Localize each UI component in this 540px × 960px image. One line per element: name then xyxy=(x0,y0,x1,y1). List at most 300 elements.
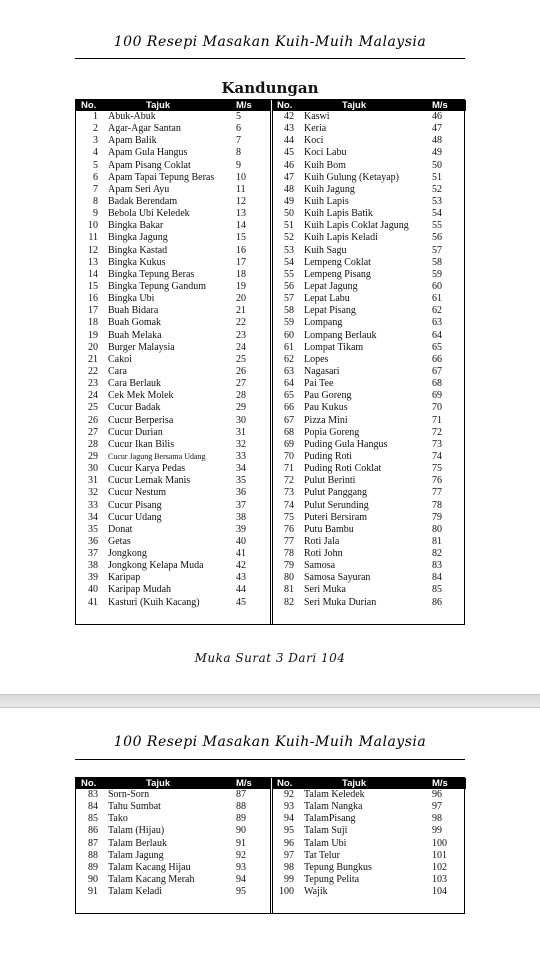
entry-number: 29 xyxy=(88,450,98,462)
entry-title: Sorn-Sorn xyxy=(108,789,150,800)
entry-page: 74 xyxy=(432,450,442,462)
table-row xyxy=(76,281,270,293)
entry-page: 46 xyxy=(432,111,442,122)
table-row xyxy=(76,548,270,560)
table-header xyxy=(76,100,270,111)
entry-number: 83 xyxy=(88,789,98,800)
entry-page: 87 xyxy=(236,789,246,800)
entry-title: Tako xyxy=(108,813,128,825)
header-title: Tajuk xyxy=(146,100,171,111)
entry-number: 33 xyxy=(88,499,98,511)
entry-title: Cucur Durian xyxy=(108,426,163,438)
entry-title: Kuih Lapis Coklat Jagung xyxy=(304,220,409,232)
entry-page: 67 xyxy=(432,365,442,377)
entry-number: 22 xyxy=(88,365,98,377)
entry-page: 96 xyxy=(432,789,442,800)
entry-title: Lopes xyxy=(304,353,329,365)
entry-title: Talam (Hijau) xyxy=(108,825,165,837)
entry-number: 44 xyxy=(284,135,294,147)
entry-number: 86 xyxy=(88,825,98,837)
entry-page: 49 xyxy=(432,147,442,159)
entry-number: 80 xyxy=(284,572,294,584)
entry-title: Jongkong xyxy=(108,548,147,560)
entry-title: Apam Balik xyxy=(108,135,157,147)
entry-number: 60 xyxy=(284,329,294,341)
entry-page: 20 xyxy=(236,293,246,305)
table-row xyxy=(76,850,270,862)
entry-title: Talam Kacang Hijau xyxy=(108,861,191,873)
table-row xyxy=(272,342,466,354)
table-row xyxy=(76,402,270,414)
entry-page: 47 xyxy=(432,123,442,135)
table-header xyxy=(272,778,466,789)
table-row xyxy=(76,789,270,801)
entry-page: 11 xyxy=(236,183,246,195)
table-row xyxy=(76,293,270,305)
entry-page: 36 xyxy=(236,487,246,499)
entry-number: 100 xyxy=(279,886,294,898)
entry-page: 69 xyxy=(432,390,442,402)
entry-page: 63 xyxy=(432,317,442,329)
entry-page: 89 xyxy=(236,813,246,825)
entry-number: 40 xyxy=(88,584,98,596)
entry-title: Kuih Gulung (Ketayap) xyxy=(304,171,399,183)
entry-number: 34 xyxy=(88,511,98,523)
entry-number: 58 xyxy=(284,305,294,317)
table-row xyxy=(76,584,270,596)
entry-title: Lepat Jagung xyxy=(304,280,358,292)
table-row xyxy=(76,597,270,609)
entry-number: 90 xyxy=(88,873,98,885)
entry-title: Samosa xyxy=(304,560,336,572)
entry-page: 81 xyxy=(432,535,442,547)
entry-number: 28 xyxy=(88,438,98,450)
table-row xyxy=(76,500,270,512)
entry-number: 81 xyxy=(284,584,294,596)
entry-number: 30 xyxy=(88,463,98,475)
table-row xyxy=(272,463,466,475)
entry-page: 71 xyxy=(432,414,442,426)
entry-page: 51 xyxy=(432,171,442,183)
entry-title: Cucur Nestum xyxy=(108,487,167,499)
entry-number: 68 xyxy=(284,426,294,438)
entry-number: 98 xyxy=(284,861,294,873)
table-row xyxy=(76,111,270,123)
contents-column-right xyxy=(272,100,466,624)
table-row xyxy=(76,572,270,584)
entry-number: 69 xyxy=(284,438,294,450)
header-no: No. xyxy=(277,100,293,111)
entry-title: Apam Pisang Coklat xyxy=(108,159,191,171)
entry-title: Pulut Panggang xyxy=(304,487,368,499)
entry-number: 48 xyxy=(284,183,294,195)
entry-number: 2 xyxy=(93,123,98,135)
entry-page: 28 xyxy=(236,390,246,402)
entry-page: 29 xyxy=(236,402,246,414)
entry-title: Lompat Tikam xyxy=(304,341,364,353)
entry-number: 72 xyxy=(284,475,294,487)
entry-number: 21 xyxy=(88,353,98,365)
entry-title: Apam Gula Hangus xyxy=(108,147,188,159)
header-title: Tajuk xyxy=(342,100,367,111)
entry-title: Talam Ubi xyxy=(304,837,347,849)
entry-page: 84 xyxy=(432,572,442,584)
table-row xyxy=(76,196,270,208)
entry-title: Pau Kukus xyxy=(304,402,348,414)
entry-page: 103 xyxy=(432,873,447,885)
entry-page: 73 xyxy=(432,438,442,450)
table-row xyxy=(76,172,270,184)
entry-number: 24 xyxy=(88,390,98,402)
table-row xyxy=(76,862,270,874)
entry-page: 86 xyxy=(432,596,442,608)
table-row xyxy=(272,232,466,244)
entry-number: 5 xyxy=(93,159,98,171)
entry-page: 19 xyxy=(236,280,246,292)
table-row xyxy=(272,208,466,220)
entry-page: 93 xyxy=(236,861,246,873)
entry-number: 31 xyxy=(88,475,98,487)
header-no: No. xyxy=(81,778,97,789)
table-row xyxy=(272,160,466,172)
entry-title: Lompang Berlauk xyxy=(304,329,377,341)
entry-title: Bingka Kukus xyxy=(108,256,166,268)
table-row xyxy=(76,801,270,813)
entry-title: Puteri Bersiram xyxy=(304,511,368,523)
entry-title: Lempeng Pisang xyxy=(304,268,371,280)
entry-number: 61 xyxy=(284,341,294,353)
entry-title: Lempeng Coklat xyxy=(304,256,371,268)
entry-page: 99 xyxy=(432,825,442,837)
entry-page: 48 xyxy=(432,135,442,147)
table-row xyxy=(272,825,466,837)
header-title: Tajuk xyxy=(342,778,367,789)
entry-page: 34 xyxy=(236,463,246,475)
entry-page: 80 xyxy=(432,523,442,535)
entry-title: Cucur Udang xyxy=(108,511,162,523)
entry-title: Apam Tapai Tepung Beras xyxy=(108,171,215,183)
table-row xyxy=(272,184,466,196)
entry-number: 43 xyxy=(284,123,294,135)
entry-page: 100 xyxy=(432,837,447,849)
table-row xyxy=(272,874,466,886)
entry-title: Talam Nangka xyxy=(304,801,363,813)
entry-number: 71 xyxy=(284,463,294,475)
table-row xyxy=(76,475,270,487)
entry-page: 56 xyxy=(432,232,442,244)
table-row xyxy=(272,886,466,898)
entry-number: 67 xyxy=(284,414,294,426)
entry-page: 88 xyxy=(236,801,246,813)
entry-number: 89 xyxy=(88,861,98,873)
entry-number: 82 xyxy=(284,596,294,608)
entry-title: Koci Labu xyxy=(304,147,347,159)
entry-number: 35 xyxy=(88,523,98,535)
table-row xyxy=(272,281,466,293)
entry-title: Tat Telur xyxy=(304,849,340,861)
entry-title: Pizza Mini xyxy=(304,414,348,426)
page-separator xyxy=(0,694,540,708)
document-page-4 xyxy=(0,708,540,960)
table-row xyxy=(76,220,270,232)
entry-number: 42 xyxy=(284,111,294,122)
table-row xyxy=(76,354,270,366)
entry-page: 44 xyxy=(236,584,246,596)
table-row xyxy=(76,439,270,451)
entry-title: Buah Bidara xyxy=(108,305,159,317)
entry-title: Roti Jala xyxy=(304,535,340,547)
entry-title: Kuih Jagung xyxy=(304,183,355,195)
table-row xyxy=(272,789,466,801)
entry-page: 77 xyxy=(432,487,442,499)
entry-title: Talam Berlauk xyxy=(108,837,167,849)
entry-title: TalamPisang xyxy=(304,813,356,825)
entry-number: 11 xyxy=(88,232,98,244)
entry-title: Puding Roti xyxy=(304,450,353,462)
entry-title: Getas xyxy=(108,535,131,547)
table-header xyxy=(272,100,466,111)
table-row xyxy=(272,427,466,439)
entry-title: Bebola Ubi Keledek xyxy=(108,208,190,220)
table-row xyxy=(272,560,466,572)
entry-number: 51 xyxy=(284,220,294,232)
entry-number: 16 xyxy=(88,293,98,305)
entry-title: Lepat Pisang xyxy=(304,305,356,317)
entry-number: 87 xyxy=(88,837,98,849)
entry-page: 26 xyxy=(236,365,246,377)
entry-title: Samosa Sayuran xyxy=(304,572,371,584)
entry-page: 59 xyxy=(432,268,442,280)
entry-page: 75 xyxy=(432,463,442,475)
entry-title: Lepat Labu xyxy=(304,293,350,305)
entry-number: 4 xyxy=(93,147,98,159)
entry-title: Popia Goreng xyxy=(304,426,360,438)
entry-number: 96 xyxy=(284,837,294,849)
entry-number: 9 xyxy=(93,208,98,220)
header-page: M/s xyxy=(432,778,448,789)
entry-title: Pai Tee xyxy=(304,378,334,390)
entry-number: 59 xyxy=(284,317,294,329)
entry-title: Apam Seri Ayu xyxy=(108,183,170,195)
entry-number: 15 xyxy=(88,280,98,292)
entry-page: 82 xyxy=(432,548,442,560)
entry-number: 85 xyxy=(88,813,98,825)
title-rule xyxy=(75,58,465,59)
table-row xyxy=(272,293,466,305)
entry-page: 58 xyxy=(432,256,442,268)
table-row xyxy=(76,886,270,898)
entry-number: 20 xyxy=(88,341,98,353)
entry-title: Bingka Kastad xyxy=(108,244,168,256)
table-row xyxy=(76,838,270,850)
entry-title: Putu Bambu xyxy=(304,523,354,535)
entry-number: 47 xyxy=(284,171,294,183)
table-row xyxy=(76,560,270,572)
entry-page: 66 xyxy=(432,353,442,365)
table-row xyxy=(272,838,466,850)
contents-table xyxy=(75,99,465,625)
entry-number: 84 xyxy=(88,801,98,813)
entry-title: Cara xyxy=(108,365,127,377)
entry-number: 95 xyxy=(284,825,294,837)
entry-title: Kuih Bom xyxy=(304,159,346,171)
entry-number: 39 xyxy=(88,572,98,584)
book-title: 100 Resepi Masakan Kuih-Muih Malaysia xyxy=(113,734,427,750)
table-row xyxy=(76,123,270,135)
section-title: Kandungan xyxy=(221,79,319,97)
table-row xyxy=(76,342,270,354)
header-no: No. xyxy=(277,778,293,789)
table-row xyxy=(76,813,270,825)
entry-page: 33 xyxy=(236,450,246,462)
table-row xyxy=(272,597,466,609)
entry-title: Kuih Lapis Batik xyxy=(304,208,373,220)
entry-number: 74 xyxy=(284,499,294,511)
entry-title: Jongkong Kelapa Muda xyxy=(108,560,204,572)
table-row xyxy=(76,378,270,390)
table-row xyxy=(272,475,466,487)
entry-number: 27 xyxy=(88,426,98,438)
table-row xyxy=(272,862,466,874)
entry-title: Tepung Pelita xyxy=(304,873,360,885)
entry-title: Seri Muka xyxy=(304,584,346,596)
book-title: 100 Resepi Masakan Kuih-Muih Malaysia xyxy=(113,34,427,50)
entry-number: 63 xyxy=(284,365,294,377)
entry-number: 45 xyxy=(284,147,294,159)
entry-page: 55 xyxy=(432,220,442,232)
entry-number: 97 xyxy=(284,849,294,861)
entry-page: 98 xyxy=(432,813,442,825)
table-row xyxy=(272,220,466,232)
entry-number: 75 xyxy=(284,511,294,523)
entry-title: Cek Mek Molek xyxy=(108,390,174,402)
entry-page: 42 xyxy=(236,560,246,572)
entry-page: 7 xyxy=(236,135,241,147)
entry-page: 41 xyxy=(236,548,246,560)
entry-title: Karipap Mudah xyxy=(108,584,172,596)
entry-number: 99 xyxy=(284,873,294,885)
entry-number: 50 xyxy=(284,208,294,220)
entry-page: 53 xyxy=(432,195,442,207)
entry-page: 62 xyxy=(432,305,442,317)
entry-number: 79 xyxy=(284,560,294,572)
entry-number: 94 xyxy=(284,813,294,825)
entry-number: 46 xyxy=(284,159,294,171)
entry-number: 65 xyxy=(284,390,294,402)
entry-page: 10 xyxy=(236,171,246,183)
table-row xyxy=(76,415,270,427)
header-page: M/s xyxy=(236,778,252,789)
entry-title: Cucur Berperisa xyxy=(108,414,174,426)
entry-page: 12 xyxy=(236,195,246,207)
entry-page: 32 xyxy=(236,438,246,450)
entry-title: Pulut Serunding xyxy=(304,499,369,511)
entry-page: 43 xyxy=(236,572,246,584)
entry-title: Bingka Ubi xyxy=(108,293,155,305)
entry-title: Talam Kacang Merah xyxy=(108,873,195,885)
entry-page: 21 xyxy=(236,305,246,317)
entry-title: Talam Keledek xyxy=(304,789,365,800)
entry-title: Bingka Jagung xyxy=(108,232,168,244)
entry-title: Kasturi (Kuih Kacang) xyxy=(108,596,200,608)
entry-title: Puding Roti Coklat xyxy=(304,463,382,475)
table-row xyxy=(76,184,270,196)
entry-page: 16 xyxy=(236,244,246,256)
row-list xyxy=(76,111,270,609)
entry-title: Kaswi xyxy=(304,111,330,122)
entry-title: Bingka Tepung Beras xyxy=(108,268,195,280)
entry-page: 27 xyxy=(236,378,246,390)
table-row xyxy=(272,317,466,329)
entry-page: 70 xyxy=(432,402,442,414)
entry-number: 18 xyxy=(88,317,98,329)
entry-number: 92 xyxy=(284,789,294,800)
entry-title: Donat xyxy=(108,523,133,535)
table-row xyxy=(272,330,466,342)
table-row xyxy=(76,451,270,463)
entry-page: 91 xyxy=(236,837,246,849)
entry-title: Koci xyxy=(304,135,324,147)
entry-title: Cara Berlauk xyxy=(108,378,162,390)
entry-number: 10 xyxy=(88,220,98,232)
entry-page: 94 xyxy=(236,873,246,885)
table-row xyxy=(272,813,466,825)
entry-page: 79 xyxy=(432,511,442,523)
table-row xyxy=(272,439,466,451)
entry-title: Buah Gomak xyxy=(108,317,162,329)
entry-title: Agar-Agar Santan xyxy=(108,123,181,135)
entry-number: 17 xyxy=(88,305,98,317)
table-row xyxy=(272,378,466,390)
table-row xyxy=(272,536,466,548)
entry-page: 61 xyxy=(432,293,442,305)
entry-title: Bingka Tepung Gandum xyxy=(108,280,206,292)
entry-page: 18 xyxy=(236,268,246,280)
entry-page: 13 xyxy=(236,208,246,220)
entry-number: 62 xyxy=(284,353,294,365)
table-row xyxy=(76,366,270,378)
entry-title: Burger Malaysia xyxy=(108,341,175,353)
contents-column-right xyxy=(272,778,466,913)
table-row xyxy=(76,269,270,281)
entry-title: Tepung Bungkus xyxy=(304,861,372,873)
entry-number: 38 xyxy=(88,560,98,572)
entry-title: Roti John xyxy=(304,548,343,560)
table-row xyxy=(272,512,466,524)
contents-table xyxy=(75,777,465,914)
entry-page: 92 xyxy=(236,849,246,861)
row-list xyxy=(272,789,466,898)
entry-title: Lompang xyxy=(304,317,343,329)
entry-number: 1 xyxy=(93,111,98,122)
table-row xyxy=(272,850,466,862)
table-row xyxy=(272,415,466,427)
entry-page: 54 xyxy=(432,208,442,220)
entry-page: 68 xyxy=(432,378,442,390)
table-row xyxy=(76,390,270,402)
table-row xyxy=(76,245,270,257)
table-row xyxy=(272,366,466,378)
entry-title: Pulut Berinti xyxy=(304,475,356,487)
table-row xyxy=(272,487,466,499)
entry-title: Puding Gula Hangus xyxy=(304,438,388,450)
row-list xyxy=(272,111,466,609)
entry-page: 15 xyxy=(236,232,246,244)
table-row xyxy=(76,512,270,524)
table-row xyxy=(76,536,270,548)
entry-page: 35 xyxy=(236,475,246,487)
entry-page: 97 xyxy=(432,801,442,813)
